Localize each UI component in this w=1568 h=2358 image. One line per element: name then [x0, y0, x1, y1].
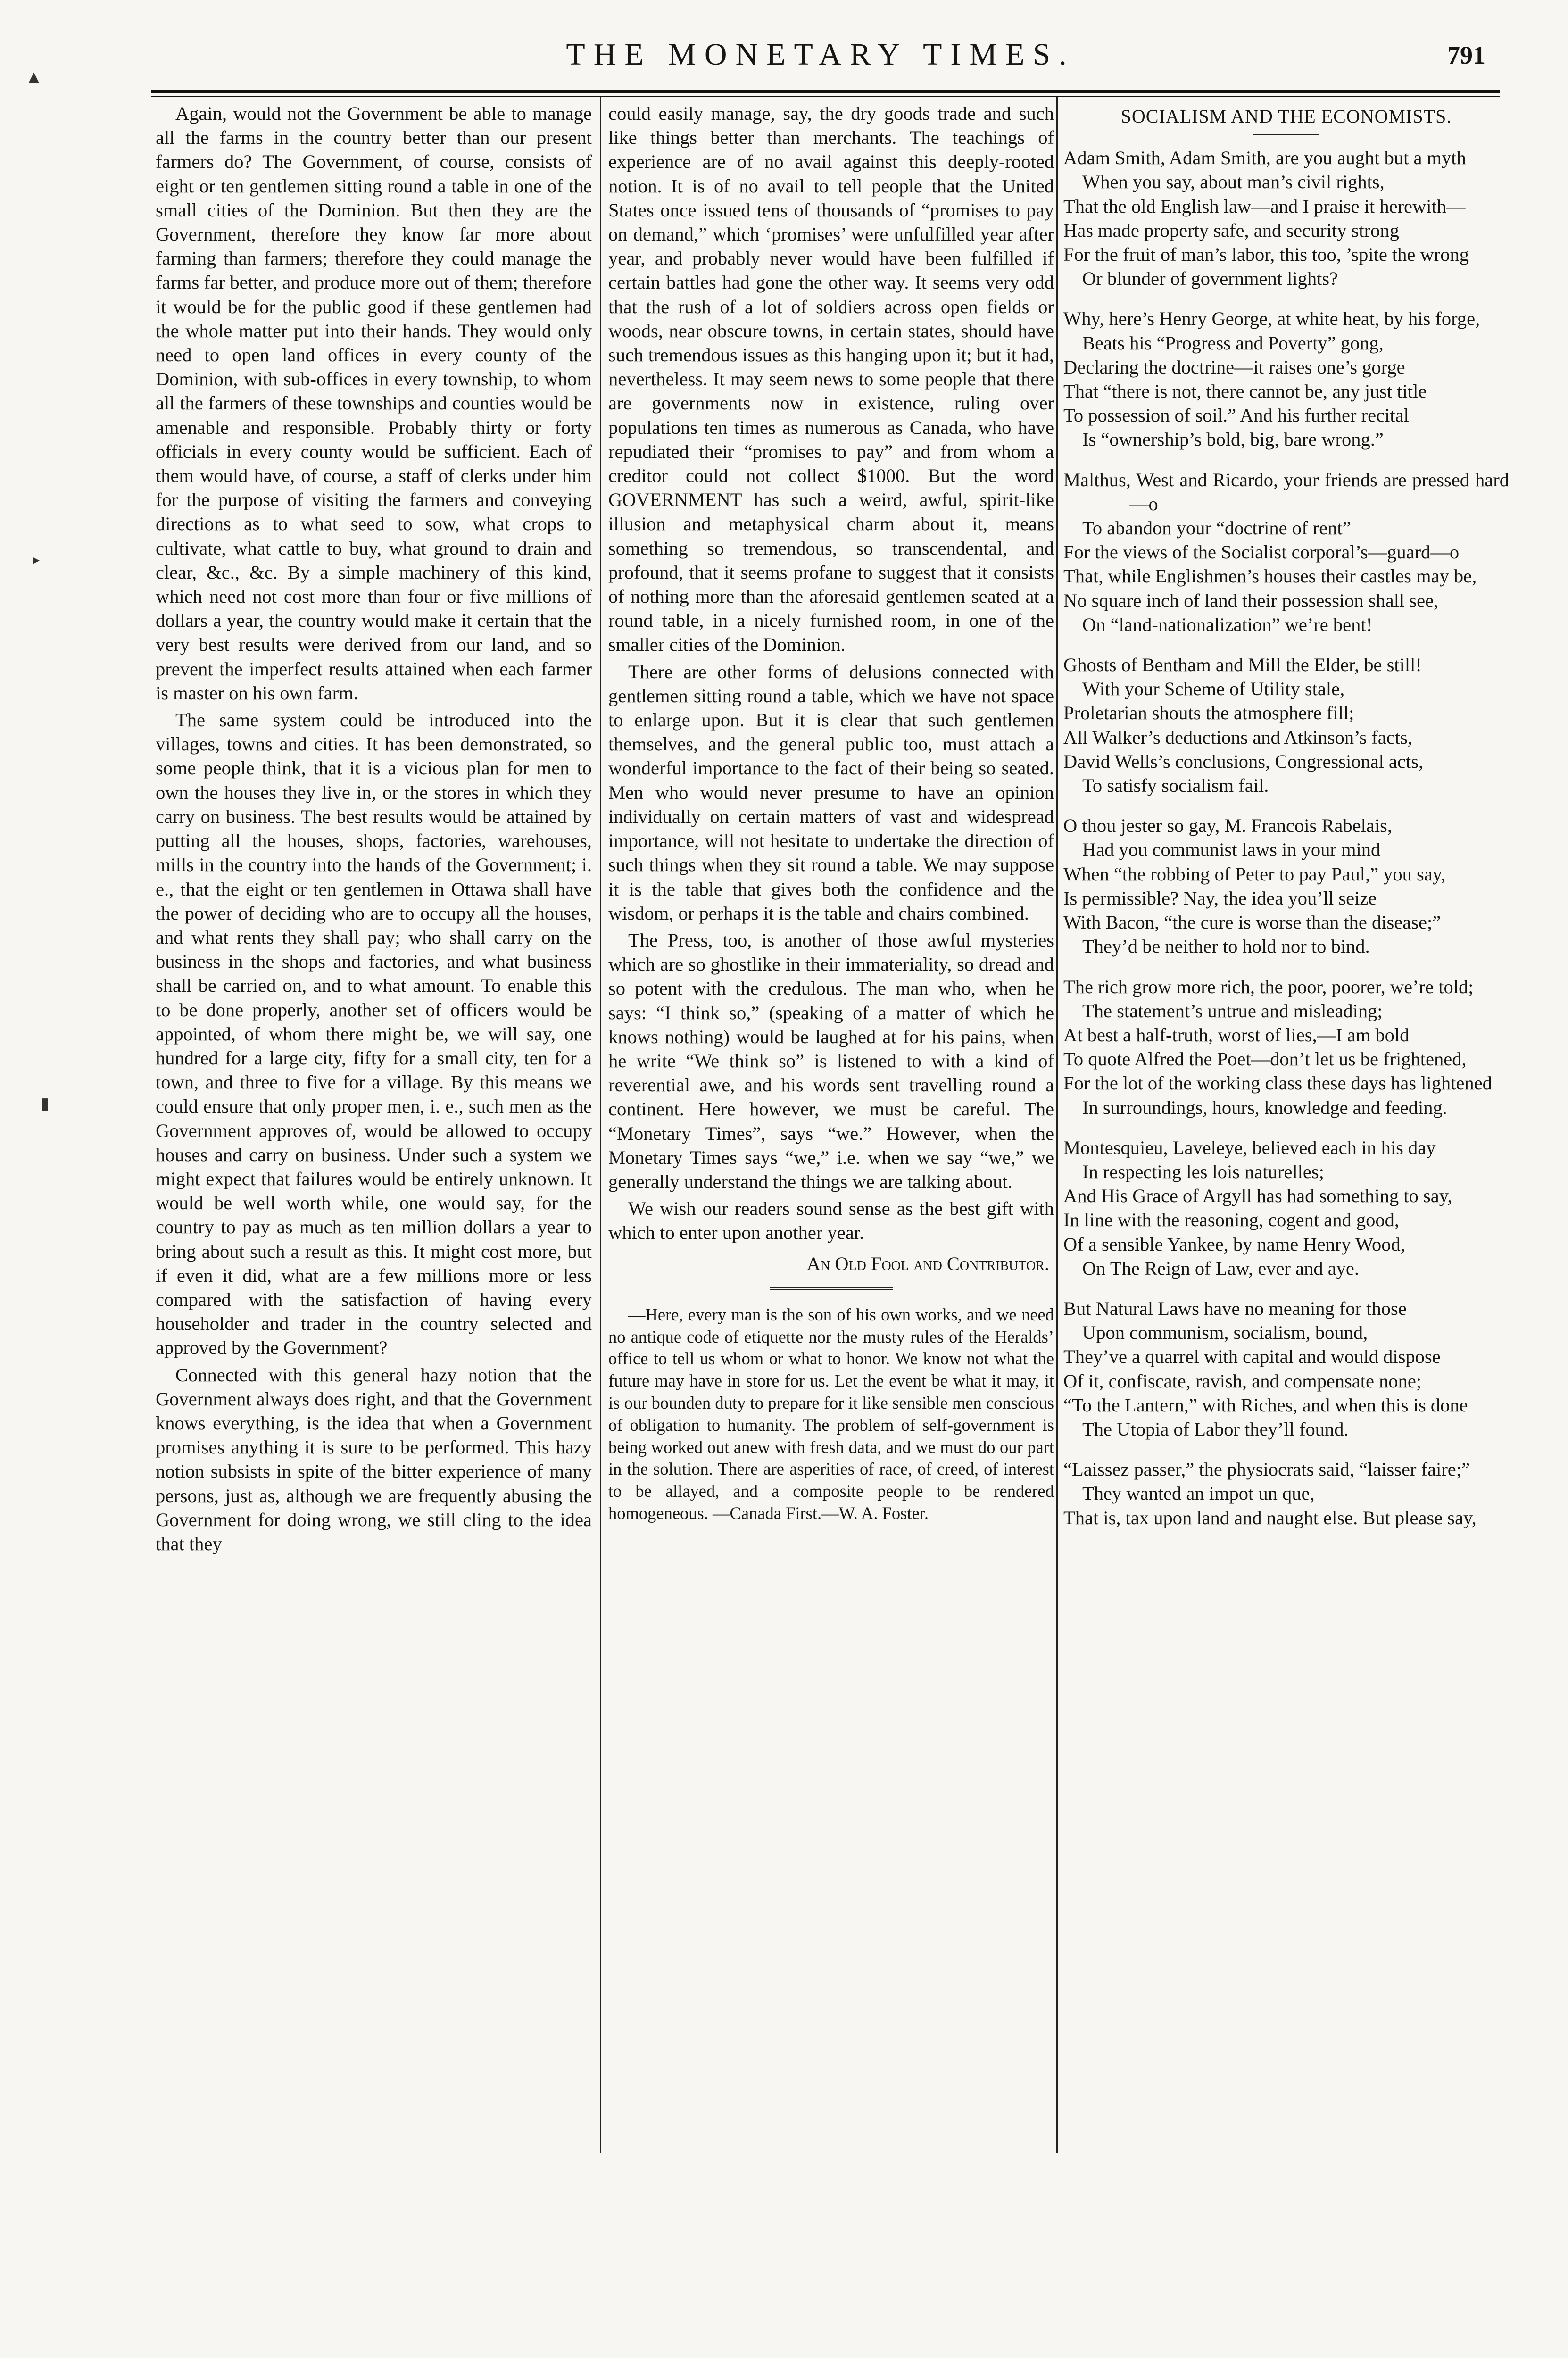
poem-line: The Utopia of Labor they’ll found. — [1082, 1418, 1349, 1440]
poem-line: At best a half-truth, worst of lies,—I am bold — [1063, 1024, 1410, 1046]
poem-line: Why, here’s Henry George, at white heat, by his forge, — [1063, 308, 1480, 330]
poem-line: That the old English law—and I praise it herewith— — [1063, 195, 1466, 217]
poem-line: Had you communist laws in your mind — [1082, 839, 1381, 861]
header-rule — [151, 90, 1500, 97]
poem-line: When “the robbing of Peter to pay Paul,” you say, — [1063, 863, 1446, 885]
poem-stanza — [1063, 975, 1509, 1120]
column-divider — [600, 97, 601, 2153]
poem-line: And His Grace of Argyll has had something to say, — [1063, 1185, 1452, 1207]
column-divider — [1056, 97, 1058, 2153]
poem-line: For the views of the Socialist corporal’s—guard—o — [1063, 541, 1460, 563]
poem-line: For the lot of the working class these days has lightened — [1063, 1072, 1492, 1094]
poem-line: The rich grow more rich, the poor, poorer, we’re told; — [1063, 976, 1474, 997]
poem-line: “Laissez passer,” the physiocrats said, “laisser faire;” — [1063, 1459, 1470, 1480]
column-left — [156, 101, 592, 1556]
poem-line: They’ve a quarrel with capital and would dispose — [1063, 1346, 1441, 1368]
poem-line: To abandon your “doctrine of rent” — [1082, 517, 1351, 539]
page-header — [141, 33, 1500, 80]
paragraph: The same system could be introduced into the villages, towns and cities. It has been demonstrated, so some people think, that it is a vicious plan for men to own the houses they live in, or the stores in which they carry on business. The best results would be attained by putting all the houses, shops, factories, warehouses, mills in the country into the hands of the Government; i. e., that the eight or ten gentlemen in Ottawa shall have the power of deciding who are to occupy all the houses, and what rents they shall pay; who shall carry on the business in the shops and factories, and what business shall be carried on, and to what amount. To enable this to be done properly, another set of officers would be appointed, of whom there might be, we will say, one hundred for a large city, fifty for a small city, ten for a town, and three to five for a village. By this means we could ensure that only proper men, i. e., such men as the Government approves of, would be allowed to occupy houses and carry on business. Under such a system we might expect that failures would be entirely unknown. It would be well worth while, one would say, for the country to pay as much as ten million dollars a year to bring about such a result as this. It might cost more, but if even it did, what are a few millions more or less compared with the satisfaction of having every householder and trader in the country selected and approved by the Government? — [156, 709, 592, 1359]
poem-stanza — [1063, 307, 1509, 451]
poem-line: Montesquieu, Laveleye, believed each in his day — [1063, 1137, 1436, 1158]
poem-line: To quote Alfred the Poet—don’t let us be frightened, — [1063, 1048, 1467, 1070]
poem-line: That is, tax upon land and naught else. But please say, — [1063, 1507, 1477, 1528]
poem-line: They wanted an impot un que, — [1082, 1483, 1315, 1504]
paragraph: There are other forms of delusions connected with gentlemen sitting round a table, which we have not space to enlarge upon. But it is clear that such gentlemen themselves, and the general public too, must attach a wonderful importance to the fact of their being so seated. Men who would never presume to have an opinion individually on certain matters of vast and widespread importance, will not hesitate to undertake the direction of such things when they sit round a table. We may suppose it is the table that gives both the confidence and the wisdom, or perhaps it is the table and chairs combined. — [608, 661, 1054, 924]
poem-line: Ghosts of Bentham and Mill the Elder, be still! — [1063, 654, 1422, 676]
column-right-poem — [1063, 101, 1509, 1546]
poem-line: With your Scheme of Utility stale, — [1082, 678, 1345, 700]
poem-line: That “there is not, there cannot be, any just title — [1063, 381, 1427, 402]
article-signature: An Old Fool and Contributor. — [806, 1253, 1049, 1274]
poem-stanza — [1063, 814, 1509, 958]
margin-mark: ▸ — [33, 553, 40, 567]
poem-line: Has made property safe, and security strong — [1063, 219, 1399, 241]
paragraph: The Press, too, is another of those awful mysteries which are so ghostlike in their immateriality, so dread and so potent with the credulous. The man who, when he says: “I think so,” (speaking of a matter of which he knows nothing) would be laughed at for his pains, when he write “We think so” is listened to with a kind of reverential awe, and his words sent travelling round a continent. Here however, we must be careful. The “Monetary Times”, says “we.” However, when the Monetary Times says “we,” i.e. when we say “we,” we generally understand the things we are talking about. — [608, 929, 1054, 1192]
paragraph: Connected with this general hazy notion that the Government always does right, and that the Government knows everything, is the idea that when a Government promises anything it is sure to be performed. This hazy notion subsists in spite of the bitter experience of many persons, just as, although we are frequently abusing the Government for doing wrong, we still cling to the idea that they — [156, 1364, 592, 1554]
quotation: —Here, every man is the son of his own works, and we need no antique code of etiquette nor the musty rules of the Heralds’ office to tell us whom or what to honor. We know not what the future may have in store for us. Let the event be what it may, it is our bounden duty to prepare for it like sensible men conscious of obligation to humanity. The problem of self-government is being worked out anew with fresh data, and we must do our part in the solution. There are asperities of race, of creed, of interest to be allayed, and a composite people to be rendered homogeneous. —Canada First.—W. A. Foster. — [608, 1304, 1054, 1523]
paragraph: Again, would not the Government be able to manage all the farms in the country better than our present farmers do? The Government, of course, consists of eight or ten gentlemen sitting round a table in one of the small cities of the Dominion. But then they are the Government, therefore they know far more about farming than farmers; therefore they could manage the farms far better, and produce more out of them; therefore it would be for the public good if these gentlemen had the whole matter put into their hands. They would only need to open land offices in every county of the Dominion, with sub-offices in every township, to whom all the farmers of these townships and counties would be amenable and responsible. Probably thirty or forty officials in every county would be sufficient. Each of them would have, of course, a staff of clerks under him for the purpose of visiting the farmers and conveying directions as to what seed to sow, what crops to cultivate, what cattle to buy, what ground to drain and clear, &c., &c. By a simple machinery of this kind, which need not cost more than four or five millions of dollars a year, the country would make it certain that the very best results were derived from our land, and so prevent the imperfect results attained when each farmer is master on his own farm. — [156, 103, 592, 704]
margin-mark: ▲ — [25, 66, 43, 88]
title-rule — [1253, 134, 1319, 135]
poem-stanza — [1063, 1457, 1509, 1530]
column-middle — [608, 101, 1054, 1525]
poem-line: O thou jester so gay, M. Francois Rabelais, — [1063, 815, 1393, 837]
poem-line: To possession of soil.” And his further recital — [1063, 405, 1409, 426]
poem-title: SOCIALISM AND THE ECONOMISTS. — [1120, 106, 1452, 127]
poem-line: Is permissible? Nay, the idea you’ll seize — [1063, 887, 1377, 909]
poem-stanza — [1063, 468, 1509, 637]
margin-mark: ▮ — [41, 1095, 50, 1113]
masthead-title: THE MONETARY TIMES. — [566, 37, 1075, 72]
paragraph: could easily manage, say, the dry goods trade and such like things better than merchants. The teachings of experience are of no avail against this deeply-rooted notion. It is of no avail to tell people that the United States once issued tens of thousands of “promises to pay on demand,” which ‘promises’ were unfulfilled year after year, and probably never would have been fulfilled if certain battles had gone the other way. It seems very odd that the rush of a lot of soldiers across open fields or woods, near obscure towns, in certain states, should have such tremendous issues as this hanging upon it; but it had, nevertheless. It may seem news to some people that there are governments now in existence, ruling over populations ten times as numerous as Canada, who have repudiated their “promises to pay” and from whom a creditor could not collect $1000. But the word GOVERNMENT has such a weird, awful, spirit-like illusion and metaphysical charm about it, means something so tremendous, so transcendental, and profound, that it seems profane to suggest that it consists of nothing more than the aforesaid gentlemen seated at a round table, in a nicely furnished room, in one of the smaller cities of the Dominion. — [608, 103, 1054, 656]
poem-line: All Walker’s deductions and Atkinson’s facts, — [1063, 726, 1412, 748]
poem-stanza — [1063, 1296, 1509, 1441]
poem-line: Upon communism, socialism, bound, — [1082, 1322, 1368, 1344]
poem-line: Adam Smith, Adam Smith, are you aught but a myth — [1063, 147, 1466, 169]
poem-line: On The Reign of Law, ever and aye. — [1082, 1257, 1360, 1279]
poem-stanza — [1063, 1136, 1509, 1280]
poem-stanza — [1063, 653, 1509, 797]
poem-line: No square inch of land their possession shall see, — [1063, 590, 1439, 611]
poem-stanza — [1063, 146, 1509, 291]
poem-line: Of it, confiscate, ravish, and compensate none; — [1063, 1370, 1422, 1392]
poem-line: Malthus, West and Ricardo, your friends are pressed hard—o — [1063, 469, 1509, 515]
poem-line: For the fruit of man’s labor, this too, ’spite the wrong — [1063, 244, 1469, 266]
poem-line: David Wells’s conclusions, Congressional acts, — [1063, 750, 1424, 772]
poem-body — [1063, 146, 1509, 1530]
poem-line: In respecting les lois naturelles; — [1082, 1161, 1324, 1182]
poem-line: When you say, about man’s civil rights, — [1082, 171, 1385, 193]
poem-line: In surroundings, hours, knowledge and feeding. — [1082, 1096, 1447, 1118]
page-number: 791 — [1447, 41, 1485, 69]
section-divider — [770, 1287, 893, 1290]
poem-line: “To the Lantern,” with Riches, and when this is done — [1063, 1394, 1468, 1416]
poem-line: That, while Englishmen’s houses their castles may be, — [1063, 565, 1477, 587]
poem-line: Beats his “Progress and Poverty” gong, — [1082, 332, 1384, 354]
poem-line: But Natural Laws have no meaning for those — [1063, 1297, 1407, 1319]
poem-line: To satisfy socialism fail. — [1082, 775, 1269, 797]
poem-line: Declaring the doctrine—it raises one’s gorge — [1063, 356, 1405, 378]
poem-line: Proletarian shouts the atmosphere fill; — [1063, 702, 1354, 724]
poem-line: Of a sensible Yankee, by name Henry Wood, — [1063, 1233, 1405, 1255]
poem-line: With Bacon, “the cure is worse than the disease;” — [1063, 912, 1441, 933]
paragraph: We wish our readers sound sense as the best gift with which to enter upon another year. — [608, 1198, 1054, 1244]
poem-line: In line with the reasoning, cogent and good, — [1063, 1209, 1399, 1231]
poem-line: Is “ownership’s bold, big, bare wrong.” — [1082, 429, 1384, 450]
poem-line: They’d be neither to hold nor to bind. — [1082, 936, 1370, 957]
poem-line: Or blunder of government lights? — [1082, 268, 1338, 290]
poem-line: The statement’s untrue and misleading; — [1082, 1000, 1383, 1021]
poem-line: On “land-nationalization” we’re bent! — [1082, 614, 1373, 635]
